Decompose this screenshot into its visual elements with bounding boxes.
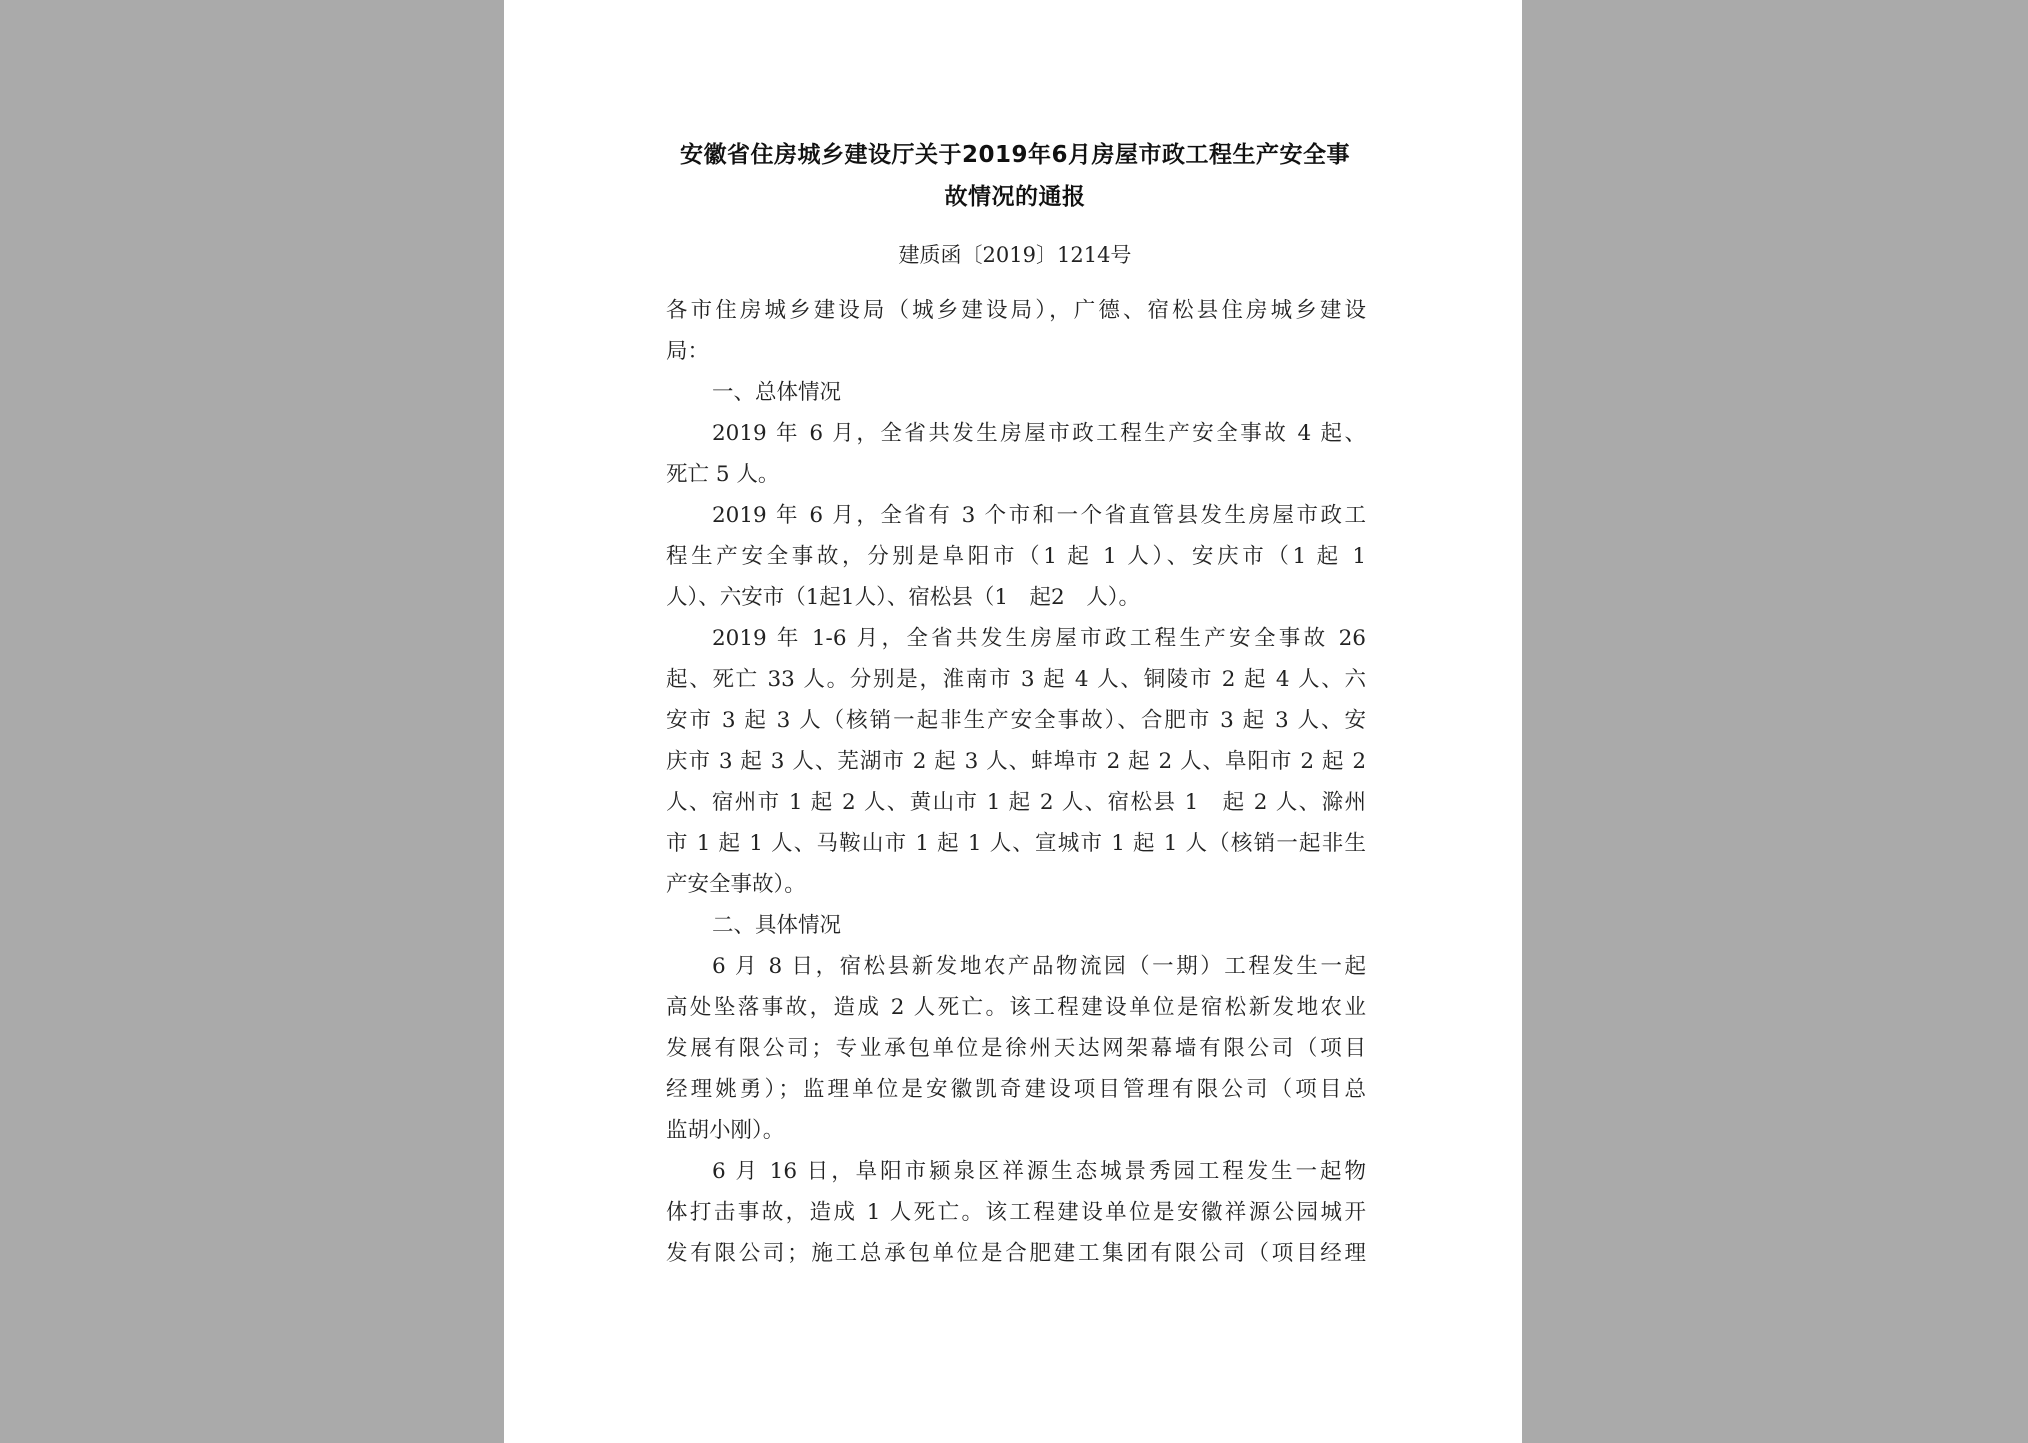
body-line: 监胡小刚）。 [666, 1118, 785, 1143]
body-line: 2019 年 1-6 月，全省共发生房屋市政工程生产安全事故 26 [712, 626, 1366, 651]
document-page [504, 0, 1522, 1443]
body-line: 经理姚勇）；监理单位是安徽凯奇建设项目管理有限公司（项目总 [666, 1077, 1366, 1102]
body-line: 程生产安全事故，分别是阜阳市（1 起 1 人）、安庆市（1 起 1 [666, 544, 1366, 569]
body-line: 局： [666, 339, 710, 364]
body-line: 市 1 起 1 人、马鞍山市 1 起 1 人、宣城市 1 起 1 人（核销一起非生 [666, 831, 1366, 856]
body-line: 发展有限公司；专业承包单位是徐州天达网架幕墙有限公司（项目 [666, 1036, 1366, 1061]
body-line: 2019 年 6 月，全省有 3 个市和一个省直管县发生房屋市政工 [712, 503, 1366, 528]
section-heading: 一、总体情况 [712, 380, 842, 405]
document-body [666, 290, 1366, 1274]
body-line: 各市住房城乡建设局（城乡建设局），广德、宿松县住房城乡建设 [666, 298, 1366, 323]
document-title [644, 134, 1386, 218]
body-line: 6 月 8 日，宿松县新发地农产品物流园（一期）工程发生一起 [712, 954, 1366, 979]
body-line: 发有限公司；施工总承包单位是合肥建工集团有限公司（项目经理 [666, 1241, 1366, 1266]
body-line: 人、宿州市 1 起 2 人、黄山市 1 起 2 人、宿松县 1 起 2 人、滁州 [666, 790, 1366, 815]
body-line: 6 月 16 日，阜阳市颍泉区祥源生态城景秀园工程发生一起物 [712, 1159, 1366, 1184]
title-line-2: 故情况的通报 [944, 184, 1086, 210]
section-heading: 二、具体情况 [712, 913, 842, 938]
body-line: 起、死亡 33 人。分别是，淮南市 3 起 4 人、铜陵市 2 起 4 人、六 [666, 667, 1366, 692]
document-number: 建质函〔2019〕1214号 [898, 243, 1132, 267]
title-line-1: 安徽省住房城乡建设厅关于2019年6月房屋市政工程生产安全事 [679, 142, 1351, 168]
body-line: 体打击事故，造成 1 人死亡。该工程建设单位是安徽祥源公园城开 [666, 1200, 1366, 1225]
body-line: 高处坠落事故，造成 2 人死亡。该工程建设单位是宿松新发地农业 [666, 995, 1366, 1020]
body-line: 2019 年 6 月，全省共发生房屋市政工程生产安全事故 4 起、 [712, 421, 1366, 446]
body-line: 人）、六安市（1起1人）、宿松县（1 起2 人）。 [666, 585, 1140, 610]
body-line: 庆市 3 起 3 人、芜湖市 2 起 3 人、蚌埠市 2 起 2 人、阜阳市 2 起 2 [666, 749, 1366, 774]
body-line: 产安全事故）。 [666, 872, 806, 897]
body-line: 死亡 5 人。 [666, 462, 780, 487]
body-line: 安市 3 起 3 人（核销一起非生产安全事故）、合肥市 3 起 3 人、安 [666, 708, 1366, 733]
